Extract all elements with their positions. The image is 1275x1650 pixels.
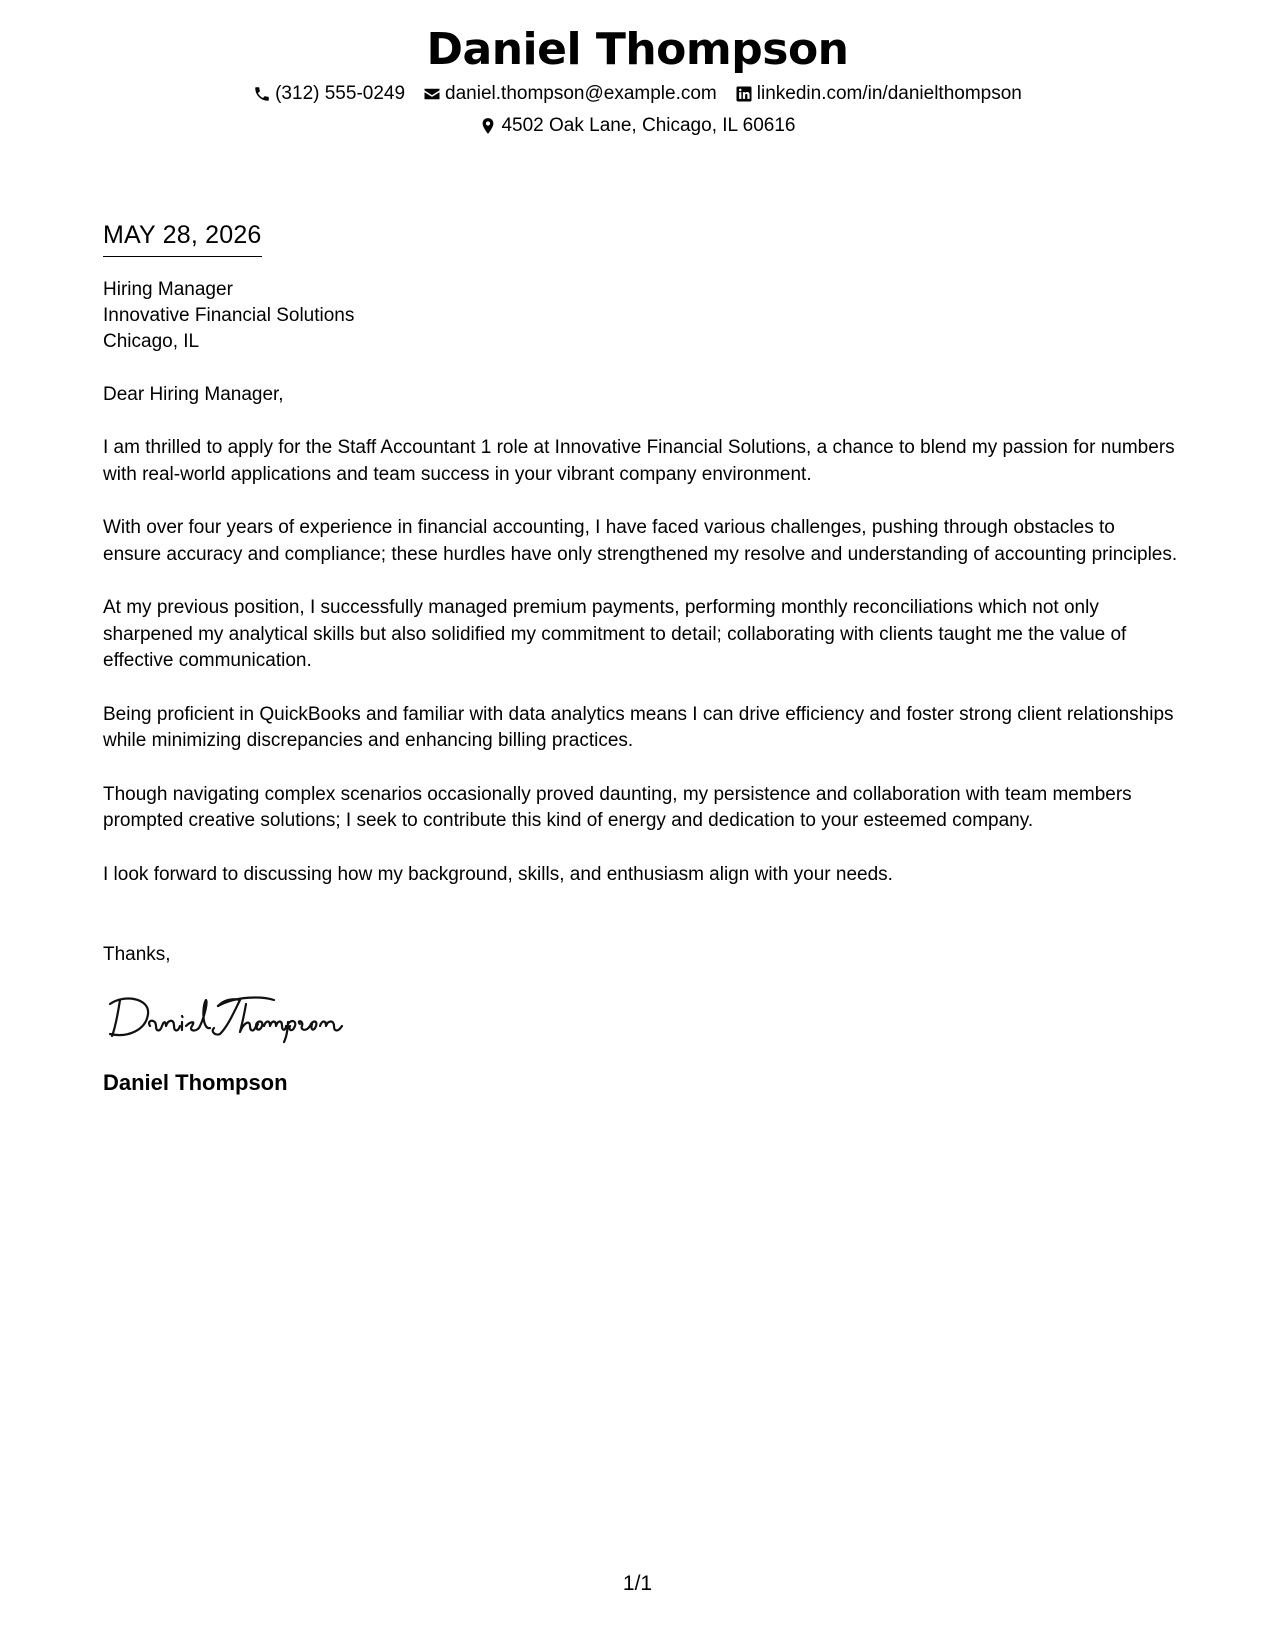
handwritten-signature — [106, 992, 366, 1044]
email-text: daniel.thompson@example.com — [445, 83, 717, 104]
body-paragraph: I look forward to discussing how my background, skills, and enthusiasm align with your needs. — [103, 863, 893, 885]
phone-contact — [253, 80, 405, 108]
linkedin-icon — [735, 85, 753, 103]
envelope-icon — [423, 85, 441, 103]
body-paragraph: With over four years of experience in financial accounting, I have faced various challenges, pushing through obstacles to ensure accuracy and compliance; these hurdles have only strengthened my resolve and understanding of accounting principles. — [103, 517, 1178, 565]
address-contact — [479, 112, 795, 140]
recipient-location: Chicago, IL — [103, 331, 200, 352]
letter-body — [103, 218, 1183, 1098]
linkedin-text: linkedin.com/in/danielthompson — [756, 83, 1022, 104]
recipient-title: Hiring Manager — [103, 279, 233, 300]
recipient-company: Innovative Financial Solutions — [103, 305, 355, 326]
sender-name: Daniel Thompson — [426, 24, 849, 75]
recipient-block — [103, 277, 1183, 355]
phone-icon — [253, 85, 271, 103]
page-number: 1/1 — [622, 1572, 653, 1595]
phone-text: (312) 555-0249 — [275, 83, 406, 104]
body-paragraph: I am thrilled to apply for the Staff Accountant 1 role at Innovative Financial Solutions, a chance to blend my passion for numbers with real-world applications and team success in your vibrant company environment. — [103, 437, 1175, 485]
body-paragraph: Though navigating complex scenarios occasionally proved daunting, my persistence and collaboration with team members prompted creative solutions; I seek to contribute this kind of energy and dedication to your esteemed company. — [103, 783, 1132, 831]
body-paragraph: Being proficient in QuickBooks and familiar with data analytics means I can drive efficiency and foster strong client relationships while minimizing discrepancies and enhancing billing practices. — [103, 703, 1174, 751]
letter-header — [0, 22, 1275, 140]
body-paragraph: At my previous position, I successfully managed premium payments, performing monthly reconciliations which not only sharpened my analytical skills but also solidified my commitment to detail; collaborating with clients taught me the value of effective communication. — [103, 597, 1127, 671]
linkedin-contact — [735, 80, 1022, 108]
closing: Thanks, — [103, 944, 171, 965]
map-pin-icon — [479, 117, 497, 135]
address-row — [0, 112, 1275, 140]
contact-row — [0, 80, 1275, 108]
salutation: Dear Hiring Manager, — [103, 384, 284, 405]
signer-name: Daniel Thompson — [103, 1070, 288, 1095]
address-text: 4502 Oak Lane, Chicago, IL 60616 — [501, 115, 796, 136]
letter-date: MAY 28, 2026 — [103, 218, 262, 257]
email-contact — [423, 80, 717, 108]
